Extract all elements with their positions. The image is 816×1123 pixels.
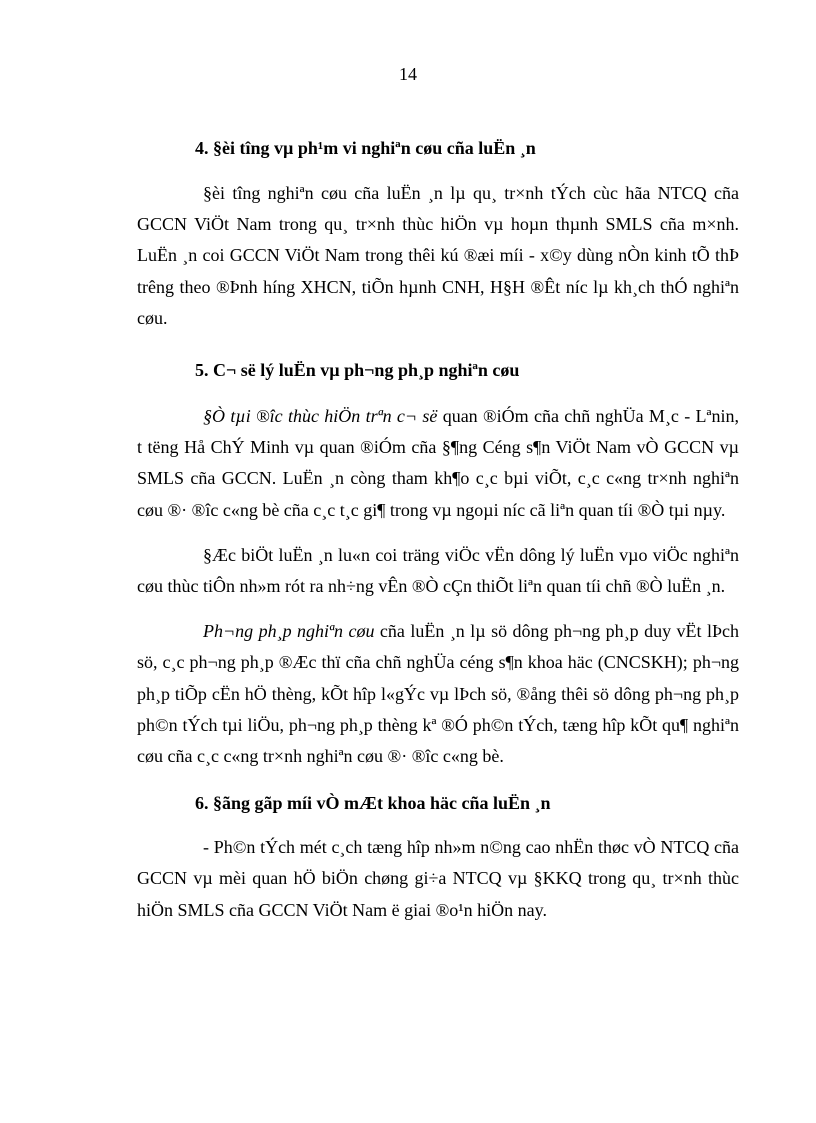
section-6-heading: 6. §ãng gãp míi vÒ mÆt khoa häc cña luËn ¸n xyxy=(195,793,551,814)
section-5-paragraph-3-italic: Ph¬ng ph¸p nghiªn cøu xyxy=(203,621,375,642)
section-5-paragraph-3-text: cña luËn ¸n lµ sö dông ph¬ng ph¸p duy vËt lÞch sö, c¸c ph¬ng ph¸p ®Æc thï cña chñ nghÜa céng s¶n khoa häc (CNCSKH); ph¬ng ph¸p tiÕp cËn hÖ thèng, kÕt hîp l«gÝc vµ lÞch sö, ®ång thêi sö dông ph¬ng ph¸p ph©n tÝch tµi liÖu, ph¬ng ph¸p thèng kª ®Ó ph©n tÝch, tæng hîp kÕt qu¶ nghiªn cøu cña c¸c c«ng tr×nh nghiªn cøu ®· ®îc c«ng bè. xyxy=(137,621,739,767)
page-number: 14 xyxy=(399,64,417,84)
section-5-paragraph-2: §Æc biÖt luËn ¸n lu«n coi träng viÖc vËn dông lý luËn vµo viÖc nghiªn cøu thùc tiÔn nh»m rót ra nh÷ng vÊn ®Ò cÇn thiÕt liªn quan tíi chñ ®Ò luËn ¸n. xyxy=(137,544,739,597)
section-5-paragraph-1-italic: §Ò tµi ®îc thùc hiÖn trªn c¬ së xyxy=(203,406,438,427)
document-body xyxy=(137,134,739,926)
section-5-paragraph-3 xyxy=(137,616,739,772)
section-5-paragraph-1-text: quan ®iÓm cña chñ nghÜa M¸c - Lªnin, t tëng Hå ChÝ Minh vµ quan ®iÓm cña §¶ng Céng s¶n ViÖt Nam vÒ GCCN vµ SMLS cña GCCN. LuËn ¸n còng tham kh¶o c¸c bµi viÕt, c¸c c«ng tr×nh nghiªn cøu ®· ®îc c«ng bè cña c¸c t¸c gi¶ trong vµ ngoµi níc cã liªn quan tíi ®Ò tµi nµy. xyxy=(137,406,739,520)
section-5-paragraph-1 xyxy=(137,401,739,526)
section-4-heading: 4. §èi tîng vµ ph¹m vi nghiªn cøu cña luËn ¸n xyxy=(195,138,536,158)
section-5-heading: 5. C¬ së lý luËn vµ ph¬ng ph¸p nghiªn cøu xyxy=(195,360,520,381)
section-6-paragraph: - Ph©n tÝch mét c¸ch tæng hîp nh»m n©ng cao nhËn thøc vÒ NTCQ cña GCCN vµ mèi quan hÖ biÖn chøng gi÷a NTCQ vµ §KKQ trong qu¸ tr×nh thùc hiÖn SMLS cña GCCN ViÖt Nam ë giai ®o¹n hiÖn nay. xyxy=(137,837,739,920)
section-4-paragraph: §èi tîng nghiªn cøu cña luËn ¸n lµ qu¸ tr×nh tÝch cùc hãa NTCQ cña GCCN ViÖt Nam trong qu¸ tr×nh thùc hiÖn vµ hoµn thµnh SMLS cña m×nh. LuËn ¸n coi GCCN ViÖt Nam trong thêi kú ®æi míi - x©y dùng nÒn kinh tÕ thÞ trêng theo ®Þnh híng XHCN, tiÕn hµnh CNH, H§H ®Êt níc lµ kh¸ch thÓ nghiªn cøu. xyxy=(137,183,739,328)
